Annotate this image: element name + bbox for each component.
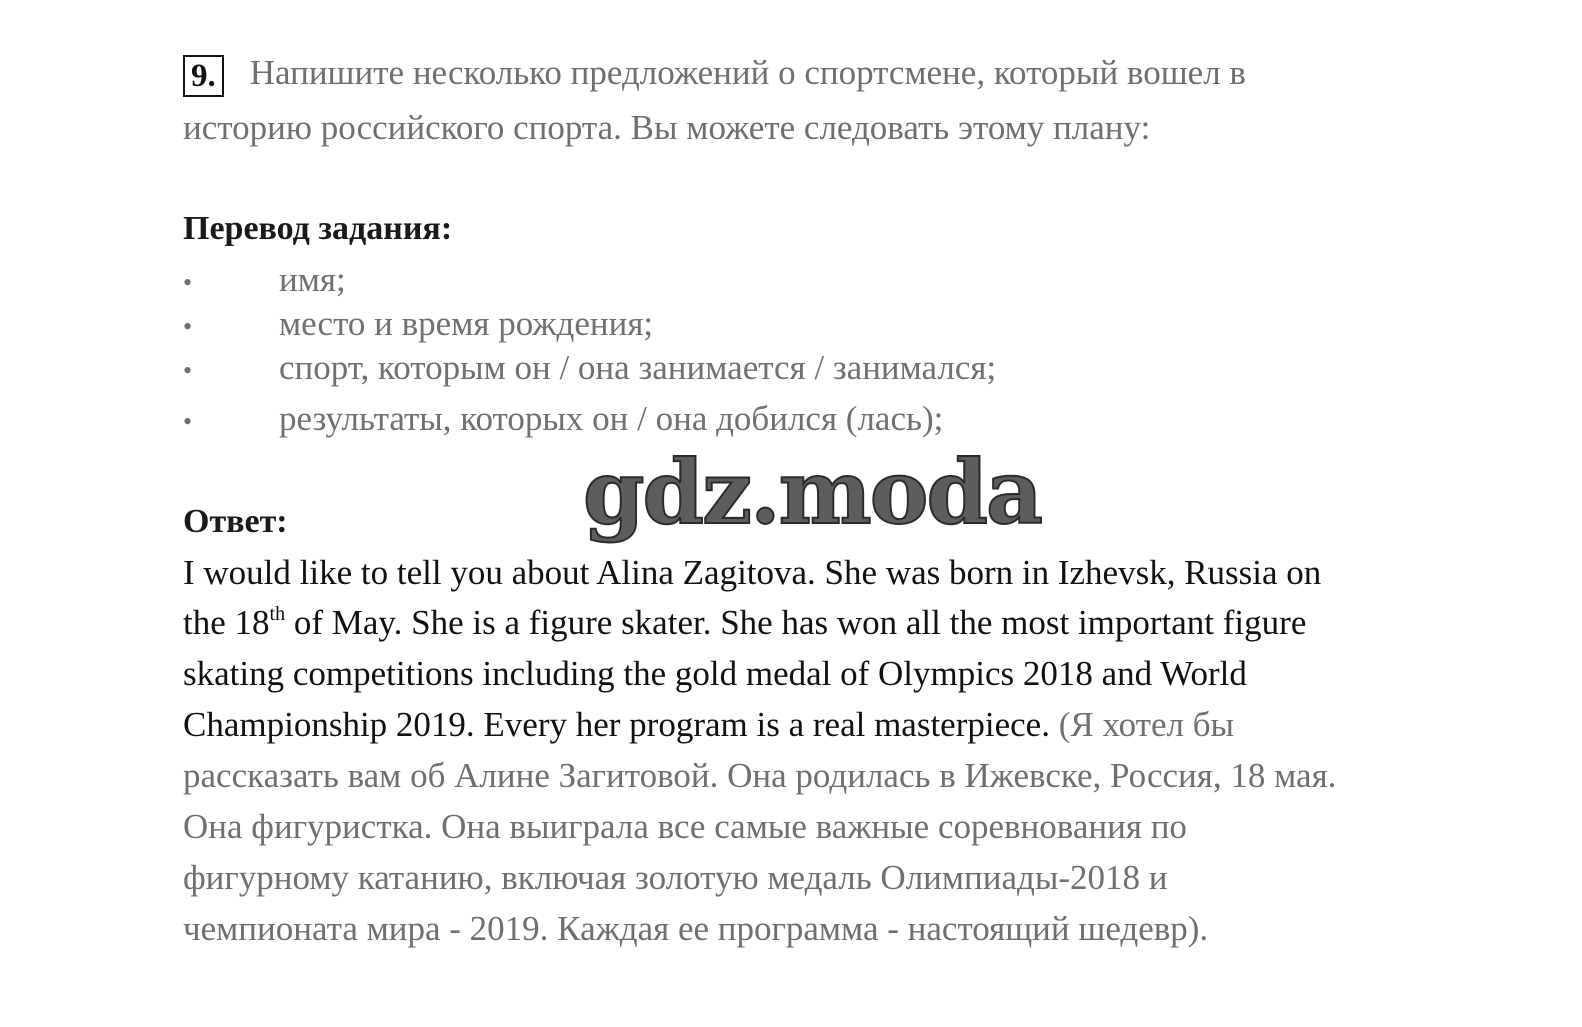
task-prompt-line-1 [183,55,1246,97]
task-number-box: 9. [183,55,224,97]
answer-line-4-english: Championship 2019. Every her program is a real masterpiece. [183,705,1050,744]
task-prompt-line-2: историю российского спорта. Вы можете следовать этому плану: [183,108,1151,147]
bullet-dot-icon: • [183,311,193,341]
plan-bullet-text: спорт, которым он / она занимается / занимался; [279,348,997,387]
bullet-dot-icon: • [183,267,193,297]
plan-bullet-1 [183,262,346,297]
answer-line-2 [183,605,1306,640]
answer-line-1: I would like to tell you about Alina Zagitova. She was born in Izhevsk, Russia on [183,553,1322,592]
answer-line-4-russian: (Я хотел бы [1049,705,1235,744]
ordinal-suffix: th [269,603,286,625]
plan-bullet-2 [183,306,653,341]
answer-translation-line-4: чемпионата мира - 2019. Каждая ее программа - настоящий шедевр). [183,909,1209,948]
plan-bullet-4 [183,401,943,436]
watermark-logo: gdz.moda [583,440,1042,544]
task-prompt-text-1: Напишите несколько предложений о спортсмене, который вошел в [249,53,1246,93]
plan-bullet-text: имя; [279,260,346,299]
answer-translation-line-3: фигурному катанию, включая золотую медаль Олимпиады-2018 и [183,858,1168,897]
answer-line-4 [183,707,1234,742]
answer-line-2-end: of May. She is a figure skater. She has won all the most important figure [285,603,1307,642]
answer-translation-line-2: Она фигуристка. Она выиграла все самые важные соревнования по [183,807,1187,846]
answer-line-3: skating competitions including the gold medal of Olympics 2018 and World [183,654,1247,693]
plan-bullet-3 [183,350,996,385]
bullet-dot-icon: • [183,355,193,385]
answer-line-2-start: the 18 [183,603,270,642]
plan-bullet-text: место и время рождения; [279,304,654,343]
answer-translation-line-1: рассказать вам об Алине Загитовой. Она родилась в Ижевске, Россия, 18 мая. [183,756,1337,795]
translation-heading: Перевод задания: [183,210,453,247]
bullet-dot-icon: • [183,406,193,436]
plan-bullet-text: результаты, которых он / она добился (лась); [279,399,944,438]
answer-heading: Ответ: [183,503,288,540]
